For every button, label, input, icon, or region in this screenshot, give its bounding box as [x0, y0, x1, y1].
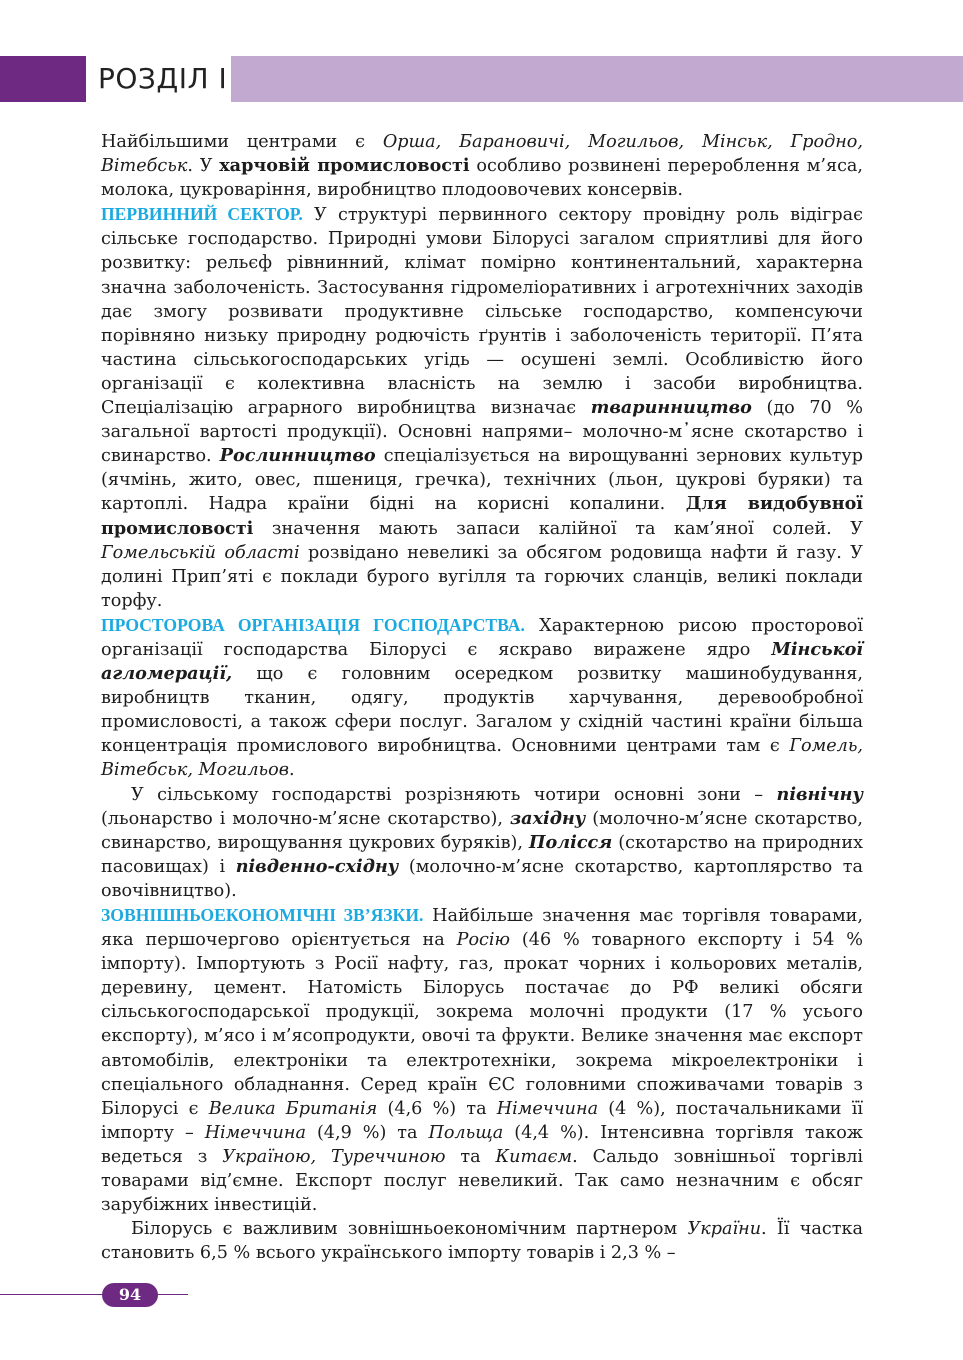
footer-rule: [0, 1294, 188, 1295]
text: (до 70 % загальної вартості продукції). Основні напрями– молочно-м᾽ясне скотарство і свинарство.: [101, 398, 863, 467]
header-accent-bar: [0, 56, 86, 102]
ukraine-partner-paragraph: [101, 1217, 863, 1265]
text: Найбільшими центрами є: [101, 132, 383, 152]
text: (скотарство на природних пасовищах) і: [101, 832, 863, 877]
text: розвідано невеликі за обсягом родовища нафти й газу. У долині Прип’яті є поклади бурого вугілля та горючих сланців, великі поклади торфу.: [101, 542, 863, 611]
section-title: РОЗДІЛ І: [98, 62, 228, 95]
country-uk: Велика Британія: [208, 1098, 378, 1119]
text: (4,4 %). Інтенсивна торгівля також ведеться з: [101, 1122, 863, 1167]
foreign-relations-heading: ЗОВНІШНЬОЕКОНОМІЧНІ ЗВ’ЯЗКИ.: [101, 905, 424, 925]
country-ukraine: України: [687, 1219, 762, 1240]
text: значення мають запаси калійної та кам’яної солей. У: [253, 518, 863, 539]
text: особливо розвинені перероблення м’яса, молока, цукроваріння, виробництво плодоовочевих консервів.: [101, 156, 864, 201]
text: (льонарство і молочно-м’ясне скотарство),: [101, 808, 510, 829]
eastern-centers: Гомель, Вітебськ, Могильов: [101, 736, 863, 781]
text: Характерною рисою просторової організації господарства Білорусі є яскраво виражене ядро: [101, 615, 863, 660]
spatial-organization-heading: ПРОСТОРОВА ОРГАНІЗАЦІЯ ГОСПОДАРСТВА.: [101, 614, 525, 635]
page-number: 94: [102, 1283, 158, 1307]
page-body: [101, 130, 863, 1265]
intro-paragraph: [101, 130, 863, 202]
spatial-organization-paragraph: [101, 613, 863, 783]
text: . У: [187, 156, 220, 177]
minsk-agglomeration-term: Мінської агломерації,: [101, 638, 863, 685]
text: У структурі первинного сектору провідну роль відіграє сільське господарство. Природні умови Білорусі загалом сприятливі для його розвитку: рельєф рівнинний, клімат помірно континентальний, характерна значна заболоченість. Застосування гідромеліоративних і агротехнічних заходів дає змогу розвивати продуктивне сільське господарство, компенсуючи порівняно низьку природну родючість ґрунтів і заболоченість території. П’ята частина сільськогосподарських угідь — осушені землі. Особливістю його організації є колективна власність на землю і засоби виробництва. Спеціалізацію аграрного виробництва визначає: [101, 205, 863, 419]
text: . Сальдо зовнішньої торгівлі товарами від’ємне. Експорт послуг невеликий. Так само незначним є обсяг зарубіжних інвестицій.: [101, 1146, 863, 1216]
country-germany: Німеччина: [496, 1098, 599, 1119]
text: та: [445, 1146, 496, 1167]
food-industry-term: харчовій промисловості: [219, 155, 470, 177]
mining-term: Для видобувної промисловості: [101, 493, 863, 539]
text: Найбільше значення має торгівля товарами, яка першочергово орієнтується на: [101, 906, 863, 951]
foreign-relations-paragraph: [101, 903, 863, 1217]
text: .: [288, 760, 295, 781]
livestock-term: тваринництво: [590, 397, 752, 419]
text: (4,9 %) та: [305, 1122, 429, 1143]
text: (молочно-м’ясне скотарство, картоплярство та овочівництво).: [101, 856, 863, 901]
text: (молочно-м’ясне скотарство, свинарство, вирощування цукрових буряків),: [101, 808, 863, 853]
country-germany: Німеччина: [204, 1122, 306, 1143]
text: (4 %), постачальниками її імпорту –: [101, 1098, 863, 1143]
zone-southeast: південно-східну: [235, 855, 399, 877]
text: спеціалізується на вирощуванні зернових культур (ячмінь, жито, овес, пшениця, гречка), технічних (льон, цукрові буряки) та картоплі. Надра країни бідні на корисні копалини.: [101, 446, 864, 515]
cities-list: Орша, Барановичі, Могильов, Мінськ, Гродно, Вітебськ: [101, 132, 863, 177]
text: У сільському господарстві розрізняють чотири основні зони –: [131, 784, 777, 805]
text: (46 % товарного експорту і 54 % імпорту). Імпортують з Росії нафту, газ, прокат чорних і кольорових металів, деревину, цемент. Натомість Білорусь постачає до РФ великі обсяги сільськогосподарської продукції, зокрема молочні продукти (17 % усього експорту), м’ясо і м’ясопродукти, овочі та фрукти. Велике значення має експорт автомобілів, електроніки та електротехніки, зокрема мікроелектроніки і спеціального обладнання. Серед країн ЄС головними споживачами товарів з Білорусі є: [101, 930, 864, 1119]
text: що є головним осередком розвитку машинобудування, виробництв тканин, одягу, продуктів харчування, деревообробної промисловості, а також сфери послуг. Загалом у східній частині країни більша концентрація промислового виробництва. Основними центрами там є: [101, 664, 863, 757]
text: Білорусь є важливим зовнішньоекономічним партнером: [131, 1219, 688, 1240]
primary-sector-paragraph: [101, 202, 863, 613]
country-russia: Росію: [456, 930, 511, 951]
country-poland: Польща: [428, 1122, 504, 1143]
text: (4,6 %) та: [377, 1098, 497, 1119]
agricultural-zones-paragraph: [101, 783, 863, 903]
header-band: [231, 56, 963, 102]
zone-north: північну: [776, 783, 863, 805]
gomel-region: Гомельській області: [101, 542, 300, 563]
country-ukraine-turkey: Україною, Туреччиною: [222, 1146, 446, 1167]
country-china: Китаєм: [495, 1146, 573, 1167]
zone-polissia: Полісся: [528, 831, 613, 853]
crops-term: Рослинництво: [219, 445, 376, 467]
primary-sector-heading: ПЕРВИННИЙ СЕКТОР.: [101, 204, 303, 225]
text: . Її частка становить 6,5 % всього українського імпорту товарів і 2,3 % –: [101, 1219, 863, 1264]
zone-west: західну: [509, 807, 586, 829]
